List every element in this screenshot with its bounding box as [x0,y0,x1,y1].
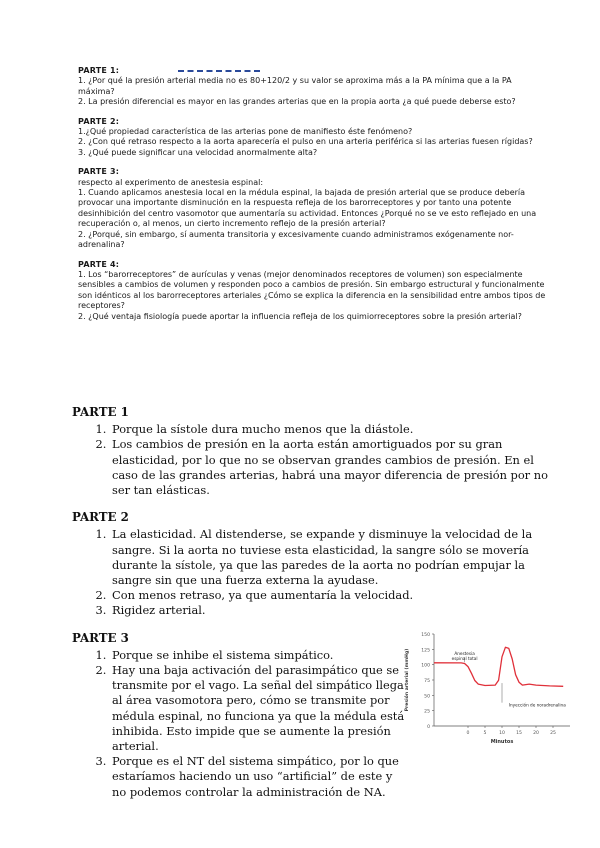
question-section-title: PARTE 3: [78,167,120,177]
x-tick-label: 5 [483,731,487,736]
questions-image [78,66,548,331]
answer-item: 2. Los cambios de presión en la aorta están amortiguados por su gran elasticidad, por lo que no se observan grandes cambios de presión. En el caso de las grandes arterias, habrá una mayor diferencia de presión por no ser tan elásticas. [110,437,552,498]
question-section-3 [78,167,548,250]
question-item: 2. ¿Qué ventaja fisiología puede aportar la influencia refleja de los quimiorreceptores sobre la presión arterial? [78,311,522,321]
question-item: 2. La presión diferencial es mayor en las grandes arterias que en la propia aorta ¿a qué puede deberse esto? [78,97,516,107]
question-section-title: PARTE 1: [78,66,120,75]
answer-list-3 [72,648,410,800]
question-item: 2. ¿Con qué retraso respecto a la aorta aparecería el pulso en una arteria periférica si las arterias fuesen rígidas? [78,137,533,147]
x-axis-label: Minutos [490,739,514,745]
answer-item: 2. Con menos retraso, ya que aumentaría la velocidad. [110,588,552,603]
answer-list-2 [72,527,552,618]
answers [72,405,552,812]
y-tick-label: 50 [424,694,430,700]
answer-item: 2. Hay una baja activación del parasimpático que se transmite por el vago. La señal del simpático llega al área vasomotora pero, cómo se transmite por médula espinal, no funciona ya que la médula está inhibida. Esto impide que se aumente la presión arterial. [110,663,410,754]
question-item: 3. ¿Qué puede significar una velocidad anormalmente alta? [78,147,318,157]
answer-item: 1. Porque se inhibe el sistema simpático. [110,648,410,663]
answer-item: 3. Porque es el NT del sistema simpático, por lo que estaríamos haciendo un uso “artificial” de este y no podemos controlar la administración de NA. [110,754,410,800]
question-section-2 [78,117,548,159]
answer-item: 1. La elasticidad. Al distenderse, se expande y disminuye la velocidad de la sangre. Si la aorta no tuviese esta elasticidad, la sangre sólo se movería durante la sístole, ya que las paredes de la aorta no podrían empujar la sangre sin que una fuerza externa la ayudase. [110,527,552,588]
question-item: 1. Cuando aplicamos anestesia local en la médula espinal, la bajada de presión arterial que se produce debería provocar una importante disminución en la respuesta refleja de los barorreceptores y por tanto una potente desinhibición del centro vasomotor que aumentaría su actividad. Entonces ¿Porqué no se ve esto reflejado en una recuperación o, al menos, un cierto incremento reflejo de la presión arterial? [78,188,537,229]
x-tick-label: 20 [533,731,539,736]
answer-list-1 [72,422,552,498]
x-tick-label: 10 [499,731,505,736]
y-tick-label: 100 [421,663,430,669]
question-item: 2. ¿Porqué, sin embargo, sí aumenta transitoria y excesivamente cuando administramos exógenamente nor-adrenalina? [78,229,514,250]
annotation-label: Inyección de noradrenalina [508,702,566,708]
question-section-title: PARTE 2: [78,116,120,126]
y-tick-label: 125 [421,648,430,654]
y-tick-label: 0 [427,725,430,730]
question-item: 1.¿Qué propiedad característica de las arterias pone de manifiesto éste fenómeno? [78,127,413,137]
annotation-label: Anestesia [454,650,475,656]
question-section-4 [78,260,548,322]
x-tick-label: 25 [550,731,556,736]
answer-section-title: PARTE 2 [72,510,129,525]
annotation-label: espinal total [451,655,478,661]
x-tick-label: 15 [516,731,522,736]
answer-item: 1. Porque la sístole dura mucho menos que la diástole. [110,422,552,437]
blood-pressure-chart [398,628,578,750]
question-item: 1. Los “barorreceptores” de aurículas y venas (mejor denominados receptores de volumen) son especialmente sensibles a cambios de volumen y responden poco a cambios de presión. Sin embargo estructural y funcionalmente son idénticos al los barorreceptores arteriales ¿Cómo se explica la diferencia en la sensibilidad entre ambos tipos de receptores? [78,269,546,311]
x-tick-label: 0 [466,731,470,736]
y-tick-label: 25 [424,709,430,715]
question-section-1 [78,66,548,108]
question-item: 1. ¿Por qué la presión arterial media no es 80+120/2 y su valor se aproxima más a la PA mínima que a la PA máxima? [78,76,512,96]
y-tick-label: 75 [424,679,430,684]
decorative-dashes [178,70,260,72]
answer-section-title: PARTE 1 [72,405,129,419]
answer-section-title: PARTE 3 [72,630,129,645]
y-tick-label: 150 [421,633,430,638]
answer-item: 3. Rigidez arterial. [110,603,552,618]
question-item: respecto al experimento de anestesia espinal: [78,177,264,187]
question-section-title: PARTE 4: [78,259,120,269]
y-axis-label: Presión arterial (mmHg) [405,648,410,712]
series-line [434,647,563,686]
